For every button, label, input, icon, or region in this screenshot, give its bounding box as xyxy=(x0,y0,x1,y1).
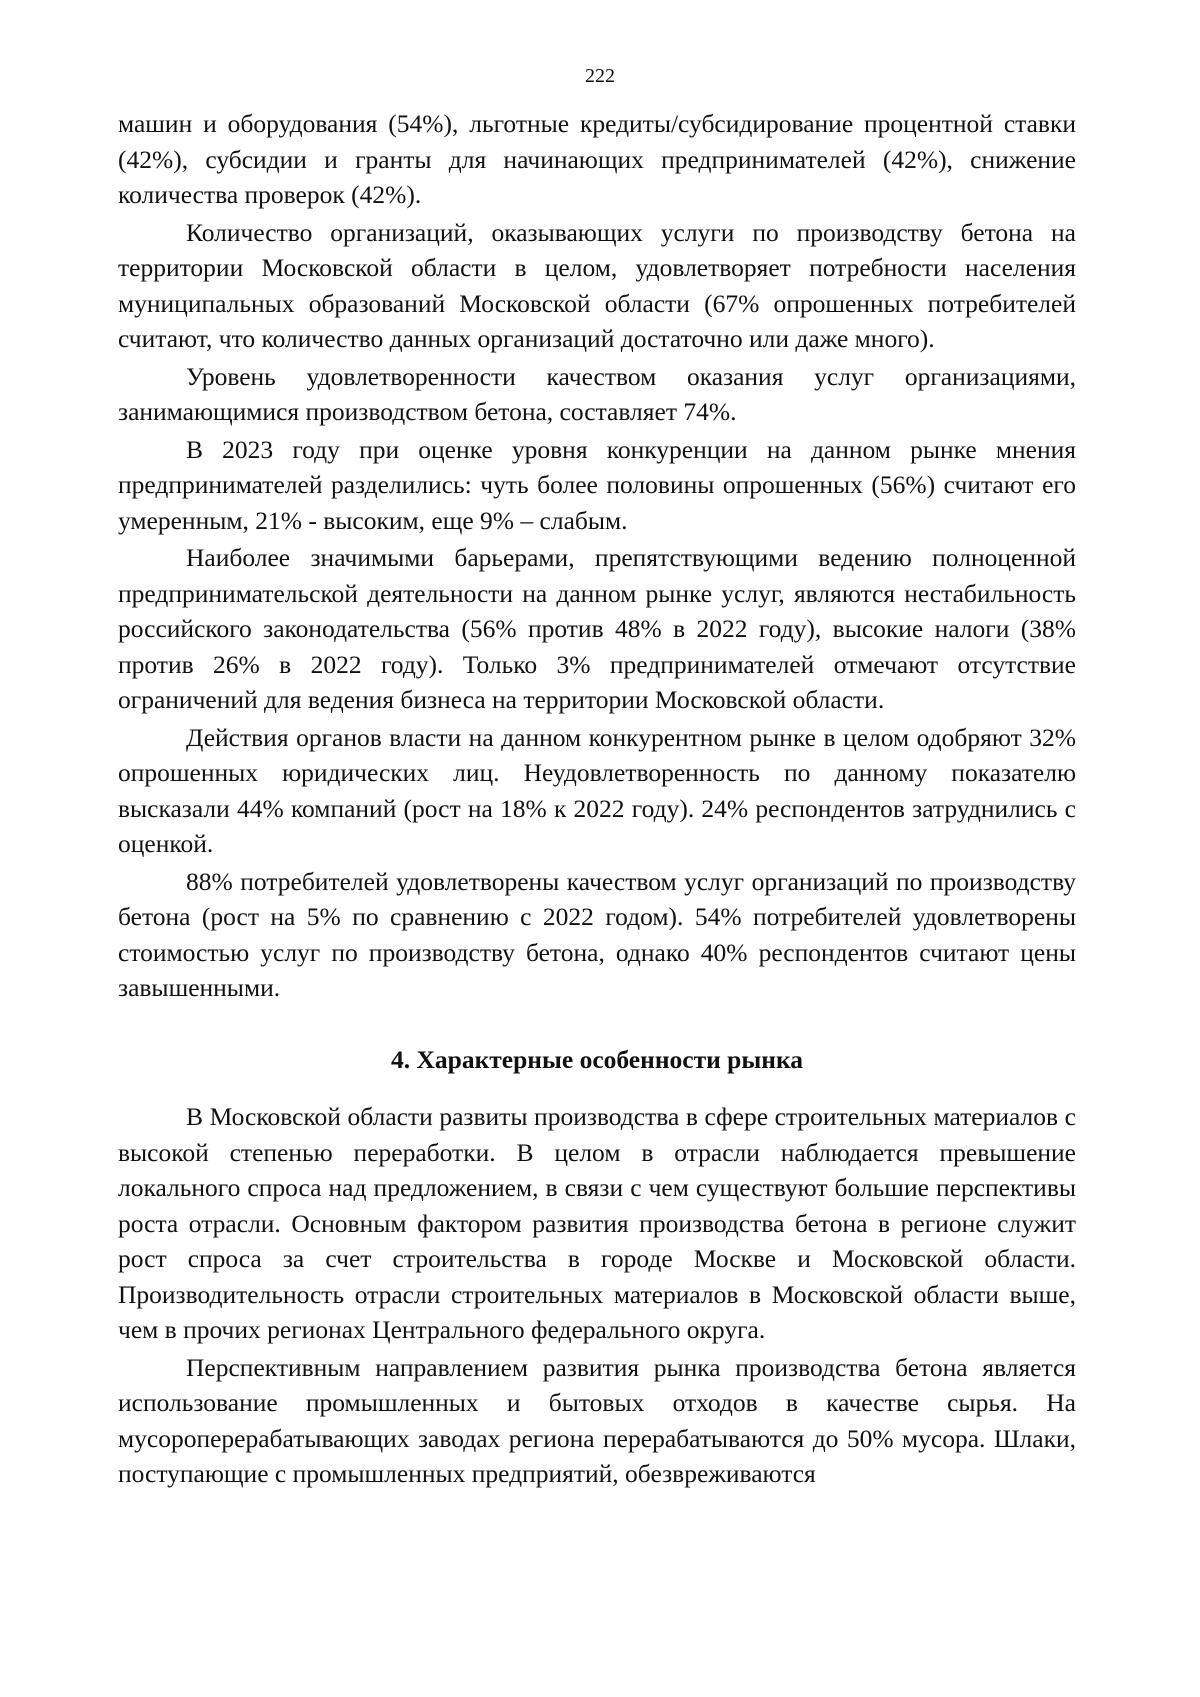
paragraph: Уровень удовлетворенности качеством оказания услуг организациями, занимающимися производством бетона, составляет 74%. xyxy=(118,361,1076,426)
paragraph: В Московской области развиты производства в сфере строительных материалов с высокой степенью переработки. В целом в отрасли наблюдается превышение локального спроса над предложением, в связи с чем существуют большие перспективы роста отрасли. Основным фактором развития производства бетона в регионе служит рост спроса за счет строительства в городе Москве и Московской области. Производительность отрасли строительных материалов в Московской области выше, чем в прочих регионах Центрального федерального округа. xyxy=(118,1102,1076,1344)
document-body xyxy=(118,106,1076,1492)
page-number: 222 xyxy=(585,65,615,87)
section-heading: 4. Характерные особенности рынка xyxy=(390,1044,804,1074)
paragraph: Количество организаций, оказывающих услуги по производству бетона на территории Московской области в целом, удовлетворяет потребности населения муниципальных образований Московской области (67% опрошенных потребителей считают, что количество данных организаций достаточно или даже много). xyxy=(118,217,1076,353)
paragraph: 88% потребителей удовлетворены качеством услуг организаций по производству бетона (рост на 5% по сравнению с 2022 годом). 54% потребителей удовлетворены стоимостью услуг по производству бетона, однако 40% респондентов считают цены завышенными. xyxy=(118,866,1076,1002)
paragraph: Наиболее значимыми барьерами, препятствующими ведению полноценной предпринимательской деятельности на данном рынке услуг, являются нестабильность российского законодательства (56% против 48% в 2022 году), высокие налоги (38% против 26% в 2022 году). Только 3% предпринимателей отмечают отсутствие ограничений для ведения бизнеса на территории Московской области. xyxy=(118,543,1076,714)
paragraph: Действия органов власти на данном конкурентном рынке в целом одобряют 32% опрошенных юридических лиц. Неудовлетворенность по данному показателю высказали 44% компаний (рост на 18% к 2022 году). 24% респондентов затруднились с оценкой. xyxy=(118,722,1076,858)
paragraph: Перспективным направлением развития рынка производства бетона является использование промышленных и бытовых отходов в качестве сырья. На мусороперерабатывающих заводах региона перерабатываются до 50% мусора. Шлаки, поступающие с промышленных предприятий, обезвреживаются xyxy=(118,1352,1076,1488)
paragraph: машин и оборудования (54%), льготные кредиты/субсидирование процентной ставки (42%), субсидии и гранты для начинающих предпринимателей (42%), снижение количества проверок (42%). xyxy=(118,109,1076,209)
paragraph: В 2023 году при оценке уровня конкуренции на данном рынке мнения предпринимателей разделились: чуть более половины опрошенных (56%) считают его умеренным, 21% - высоким, еще 9% – слабым. xyxy=(118,434,1076,535)
